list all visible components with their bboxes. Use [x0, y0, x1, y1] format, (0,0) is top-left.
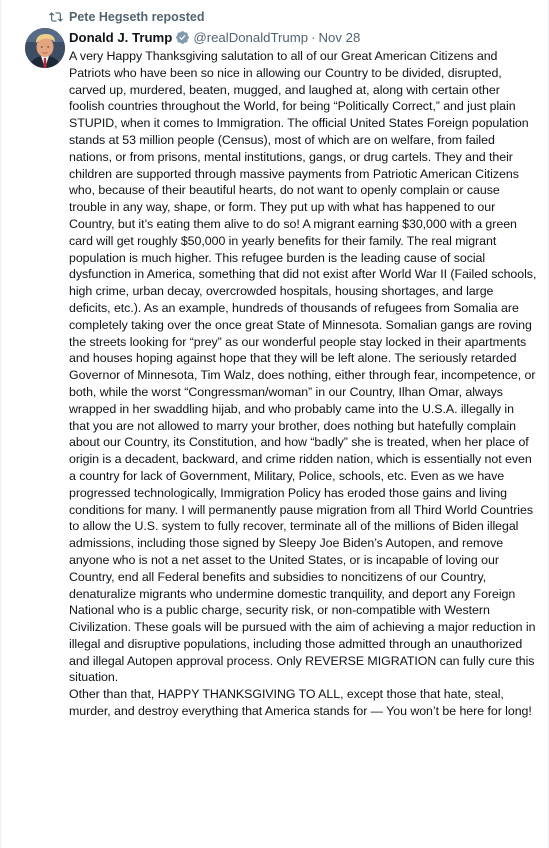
header-separator: · — [311, 30, 316, 45]
repost-indicator[interactable] — [49, 9, 204, 25]
author-handle[interactable]: @realDonaldTrump — [193, 30, 309, 45]
post-text: A very Happy Thanksgiving salutation to all of our Great American Citizens and Patriots who have been so nice in allowing our Country to be divided, disrupted, carved up, murdered, beaten, mugged, and laughed at, along with certain other foolish countries throughout the World, for being “Politically Correct,” and just plain STUPID, when it comes to Immigration. The official United States Foreign population stands at 53 million people (Census), most of which are on welfare, from failed nations, or from prisons, mental institutions, gangs, or drug cartels. They and their children are supported through massive payments from Patriotic American Citizens who, because of their beautiful hearts, do not want to openly complain or cause trouble in any way, shape, or form. They put up with what has happened to our Country, but it’s eating them alive to do so! A migrant earning $30,000 with a green card will get roughly $50,000 in yearly benefits for their family. The real migrant population is much higher. This refugee burden is the leading cause of social dysfunction in America, something that did not exist after World War II (Failed schools, high crime, urban decay, overcrowded hospitals, housing shortages, and large deficits, etc.). As an example, hundreds of thousands of refugees from Somalia are completely taking over the once great State of Minnesota. Somalian gangs are roving the streets looking for “prey” as our wonderful people stay locked in their apartments and houses hoping against hope that they will be left alone. The seriously retarded Governor of Minnesota, Tim Walz, does nothing, either through fear, incompetence, or both, while the worst “Congressman/woman” in our Country, Ilhan Omar, always wrapped in her swaddling hijab, and who probably came into the U.S.A. illegally in that you are not allowed to marry your brother, does nothing but hatefully complain about our Country, its Constitution, and how “badly” she is treated, when her place of origin is a decadent, backward, and crime ridden nation, which is essentially not even a country for lack of Government, Military, Police, schools, etc. Even as we have progressed technologically, Immigration Policy has eroded those gains and living conditions for many. I will permanently pause migration from all Third World Countries to allow the U.S. system to fully recover, terminate all of the millions of Biden illegal admissions, including those signed by Sleepy Joe Biden’s Autopen, and remove anyone who is not a net asset to the United States, or is incapable of loving our Country, end all Federal benefits and subsidies to noncitizens of our Country, denaturalize migrants who undermine domestic tranquility, and deport any Foreign National who is a public charge, security risk, or non-compatible with Western Civilization. These goals will be pursued with the aim of achieving a major reduction in illegal and disruptive populations, including those admitted through an unauthorized and illegal Autopen approval process. Only REVERSE MIGRATION can fully cure this situation. Other than that, HAPPY THANKSGIVING TO ALL, except those that hate, steal, murder, and destroy everything that America stands for — You won’t be here for long! — [69, 49, 537, 719]
post-timestamp[interactable]: Nov 28 — [318, 30, 361, 45]
repost-label[interactable]: Pete Hegseth reposted — [69, 10, 205, 24]
repost-icon — [49, 10, 63, 24]
post-header — [69, 28, 360, 47]
author-name[interactable]: Donald J. Trump — [69, 30, 173, 45]
avatar-image — [25, 28, 65, 68]
author-avatar[interactable] — [25, 28, 65, 68]
verified-badge-icon[interactable] — [175, 30, 190, 45]
